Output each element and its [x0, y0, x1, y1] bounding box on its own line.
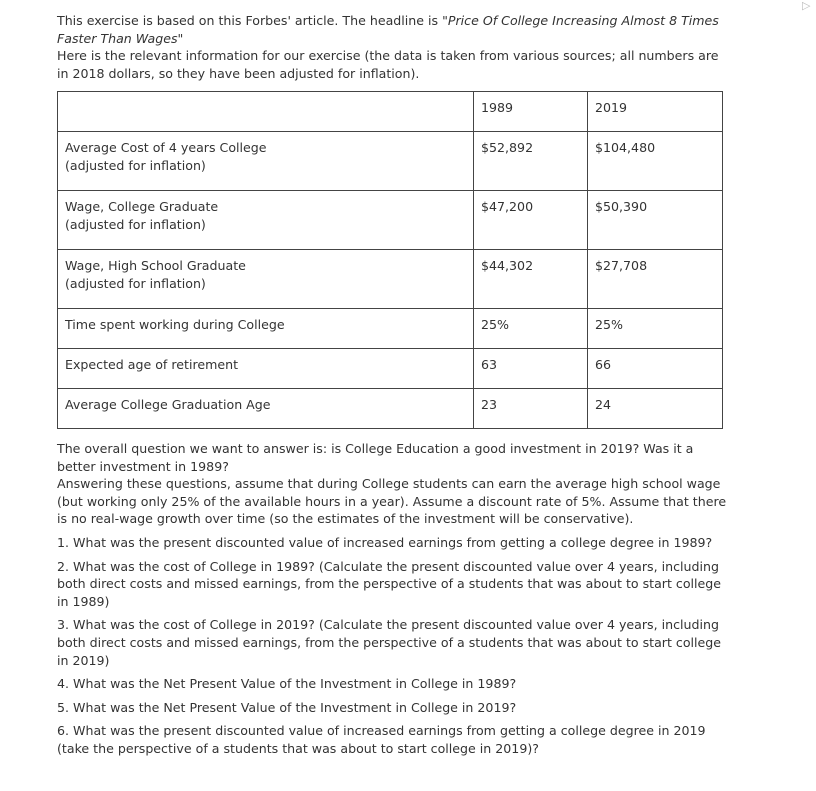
table-row: [58, 191, 723, 250]
cell-1989: $52,892: [474, 132, 588, 191]
row-label: Wage, College Graduate (adjusted for inflation): [58, 191, 474, 250]
collapse-arrow-icon[interactable]: ▷: [802, 0, 811, 12]
intro-line1: This exercise is based on this Forbes' article. The headline is "Price Of College Increasing Almost 8 Times Faster Than Wages": [57, 13, 719, 46]
cell-2019: $104,480: [588, 132, 723, 191]
questions-section: [57, 440, 727, 758]
cell-2019: $50,390: [588, 191, 723, 250]
row-label: Average Cost of 4 years College (adjusted for inflation): [58, 132, 474, 191]
cell-1989: $44,302: [474, 250, 588, 309]
intro-line2: Here is the relevant information for our exercise (the data is taken from various sources; all numbers are in 2018 dollars, so they have been adjusted for inflation).: [57, 48, 719, 81]
assumptions: Answering these questions, assume that during College students can earn the average high school wage (but working only 25% of the available hours in a year). Assume a discount rate of 5%. Assume that there is no real-wage growth over time (so the estimates of the investment will be conservative).: [57, 476, 727, 527]
cell-2019: 24: [588, 389, 723, 429]
data-table: [57, 91, 723, 429]
header-cell: [58, 92, 474, 132]
cell-1989: 25%: [474, 309, 588, 349]
row-label: Time spent working during College: [58, 309, 474, 349]
question-item: 1. What was the present discounted value of increased earnings from getting a college degree in 1989?: [57, 534, 713, 550]
question-item: 4. What was the Net Present Value of the Investment in College in 1989?: [57, 676, 517, 692]
cell-2019: $27,708: [588, 250, 723, 309]
table-row: [58, 389, 723, 429]
table-row: [58, 309, 723, 349]
header-cell: 2019: [588, 92, 723, 132]
header-cell: 1989: [474, 92, 588, 132]
table-row: [58, 349, 723, 389]
question-item: 3. What was the cost of College in 2019? (Calculate the present discounted value over 4 years, including both direct costs and missed earnings, from the perspective of a students that was about to start college in 2019): [57, 617, 722, 668]
question-item: 2. What was the cost of College in 1989? (Calculate the present discounted value over 4 years, including both direct costs and missed earnings, from the perspective of a students that was about to start college in 1989): [57, 558, 722, 609]
cell-1989: $47,200: [474, 191, 588, 250]
headline: Price Of College Increasing Almost 8 Times Faster Than Wages": [57, 13, 719, 46]
cell-1989: 63: [474, 349, 588, 389]
question-item: 6. What was the present discounted value of increased earnings from getting a college degree in 2019 (take the perspective of a students that was about to start college in 2019)?: [57, 723, 706, 756]
row-label: Wage, High School Graduate (adjusted for inflation): [58, 250, 474, 309]
question-item: 5. What was the Net Present Value of the Investment in College in 2019?: [57, 699, 517, 715]
table-row: [58, 132, 723, 191]
intro: [57, 12, 727, 82]
table-header-row: [58, 92, 723, 132]
table-row: [58, 250, 723, 309]
row-label: Expected age of retirement: [58, 349, 474, 389]
row-label: Average College Graduation Age: [58, 389, 474, 429]
cell-2019: 25%: [588, 309, 723, 349]
cell-2019: 66: [588, 349, 723, 389]
overall-question: The overall question we want to answer is: is College Education a good investment in 2019? Was it a better investment in 1989?: [57, 441, 694, 474]
cell-1989: 23: [474, 389, 588, 429]
